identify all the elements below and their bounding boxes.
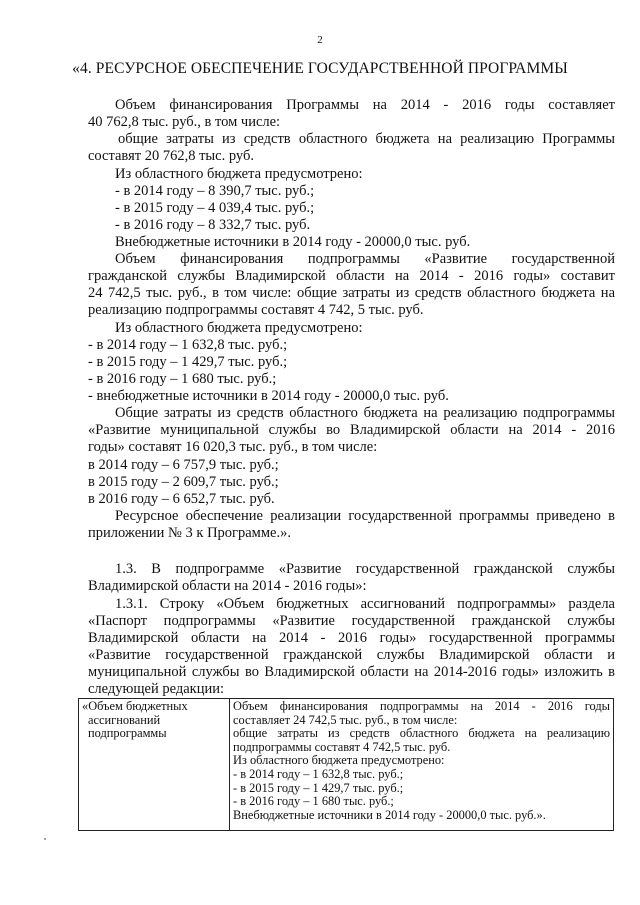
value-line: подпрограммы составят 4 742,5 тыс. руб.	[233, 740, 451, 754]
value-line: общие затраты из средств областного бюджета на реализацию	[233, 727, 610, 741]
paragraph-line: «Паспорт подпрограммы «Развитие государственной гражданской службы	[88, 613, 615, 629]
paragraph-line: 24 742,5 тыс. руб., в том числе: общие затраты из средств областного бюджета на	[88, 285, 615, 301]
paragraph-line: Объем финансирования Программы на 2014 - 2016 годы составляет	[115, 97, 615, 113]
page-number: 2	[317, 34, 323, 46]
value-line: Объем финансирования подпрограммы на 2014 - 2016 годы	[233, 700, 610, 713]
paragraph-line: 40 762,8 тыс. руб., в том числе:	[88, 114, 281, 130]
paragraph-line: - в 2015 году – 4 039,4 тыс. руб.;	[115, 200, 315, 216]
paragraph-line: Общие затраты из средств областного бюджета на реализацию подпрограммы	[115, 405, 615, 421]
paragraph-line: составят 20 762,8 тыс. руб.	[88, 148, 254, 164]
budget-table	[78, 698, 614, 831]
value-line: составляет 24 742,5 тыс. руб., в том числе:	[233, 713, 458, 727]
paragraph-line: 1.3. В подпрограмме «Развитие государственной гражданской службы	[115, 561, 615, 577]
label-line: подпрограммы	[88, 727, 167, 741]
paragraph-line: общие затраты из средств областного бюджета на реализацию Программы	[118, 131, 615, 147]
paragraph-line: Владимирской области на 2014 - 2016 годы»:	[88, 578, 367, 594]
paragraph-line: приложении № 3 к Программе.».	[88, 525, 291, 541]
paragraph-line: «Развитие государственной гражданской службы Владимирской области и	[88, 647, 615, 663]
paragraph-line: - в 2016 году – 1 680 тыс. руб.;	[88, 371, 277, 387]
label-line: ассигнований	[88, 713, 161, 727]
table-value-cell	[230, 699, 614, 831]
paragraph-line: реализацию подпрограммы составят 4 742, 5 тыс. руб.	[88, 302, 424, 318]
paragraph-line: гражданской службы Владимирской области на 2014 - 2016 годы» составит	[88, 268, 615, 284]
paragraph-line: Объем финансирования подпрограммы «Развитие государственной	[115, 251, 615, 267]
paragraph-line: в 2016 году – 6 652,7 тыс. руб.	[88, 491, 275, 507]
paragraph-line: - в 2015 году – 1 429,7 тыс. руб.;	[88, 354, 288, 370]
table-label-cell	[79, 699, 230, 831]
paragraph-line: - в 2014 году – 1 632,8 тыс. руб.;	[88, 337, 288, 353]
paragraph-line: муниципальной службы во Владимирской области на 2014-2016 годы» изложить в	[88, 664, 615, 680]
section-heading: «4. РЕСУРСНОЕ ОБЕСПЕЧЕНИЕ ГОСУДАРСТВЕННОЙ ПРОГРАММЫ	[72, 60, 568, 77]
label-line: «Объем бюджетных	[82, 700, 188, 713]
value-line: Внебюджетные источники в 2014 году - 20000,0 тыс. руб.».	[233, 808, 546, 822]
value-line: Из областного бюджета предусмотрено:	[233, 754, 445, 768]
paragraph-line: Ресурсное обеспечение реализации государственной программы приведено в	[115, 508, 615, 524]
paragraph-line: - внебюджетные источники в 2014 году - 20000,0 тыс. руб.	[88, 388, 449, 404]
value-line: - в 2015 году – 1 429,7 тыс. руб.;	[233, 781, 404, 795]
paragraph-line: - в 2016 году – 8 332,7 тыс. руб.	[115, 217, 311, 233]
paragraph-line: в 2015 году – 2 609,7 тыс. руб.;	[88, 474, 279, 490]
paragraph-line: - в 2014 году – 8 390,7 тыс. руб.;	[115, 183, 315, 199]
paragraph-line: Из областного бюджета предусмотрено:	[115, 320, 363, 336]
paragraph-line: Внебюджетные источники в 2014 году - 20000,0 тыс. руб.	[115, 234, 471, 250]
paragraph-line: 1.3.1. Строку «Объем бюджетных ассигнований подпрограммы» раздела	[115, 596, 615, 612]
paragraph-line: годы» составят 16 020,3 тыс. руб., в том числе:	[88, 439, 378, 455]
paragraph-line: следующей редакции:	[88, 681, 225, 697]
paragraph-line: Из областного бюджета предусмотрено:	[115, 166, 363, 182]
paragraph-line: в 2014 году – 6 757,9 тыс. руб.;	[88, 457, 279, 473]
value-line: - в 2014 году – 1 632,8 тыс. руб.;	[233, 767, 404, 781]
scan-speck	[44, 838, 46, 840]
value-line: - в 2016 году – 1 680 тыс. руб.;	[233, 795, 394, 809]
paragraph-line: Владимирской области на 2014 - 2016 годы» государственной программы	[88, 630, 615, 646]
table-row	[79, 699, 614, 831]
paragraph-line: «Развитие муниципальной службы во Владимирской области на 2014 - 2016	[88, 422, 615, 438]
